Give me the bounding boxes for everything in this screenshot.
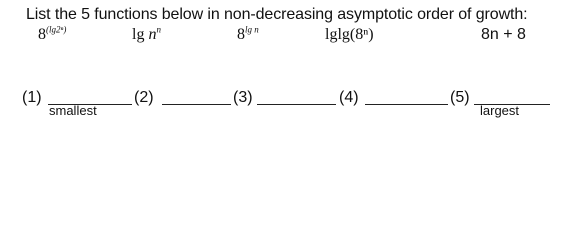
answer-slot-label-3: (3): [233, 89, 253, 106]
answer-slot-label-5: (5): [450, 89, 470, 106]
function-item-5: [481, 25, 526, 45]
answer-blank-3[interactable]: [257, 104, 336, 105]
function-item-3: [237, 25, 259, 45]
function-4-text: lglg(8ⁿ): [325, 26, 374, 43]
function-1-exponent: (lg2ⁿ): [46, 24, 67, 35]
function-item-1: [38, 25, 66, 45]
answer-blank-4[interactable]: [365, 104, 448, 105]
question-instruction: List the 5 functions below in non-decreasing asymptotic order of growth:: [26, 6, 528, 23]
function-3-base: 8: [237, 26, 245, 43]
function-item-2: [132, 25, 161, 45]
function-item-4: [325, 25, 374, 45]
function-2-variable: n: [148, 26, 157, 43]
function-2-base: lg: [132, 26, 145, 43]
smallest-label: smallest: [49, 103, 97, 118]
function-5-text: 8n + 8: [481, 26, 526, 43]
function-2-exponent: n: [156, 24, 161, 35]
function-3-exponent: lg n: [245, 24, 259, 35]
function-1-base: 8: [38, 26, 46, 43]
answer-slot-label-1: (1): [22, 89, 42, 106]
answer-slot-label-4: (4): [339, 89, 359, 106]
answer-blank-2[interactable]: [162, 104, 231, 105]
answer-slot-label-2: (2): [134, 89, 154, 106]
largest-label: largest: [480, 103, 520, 118]
